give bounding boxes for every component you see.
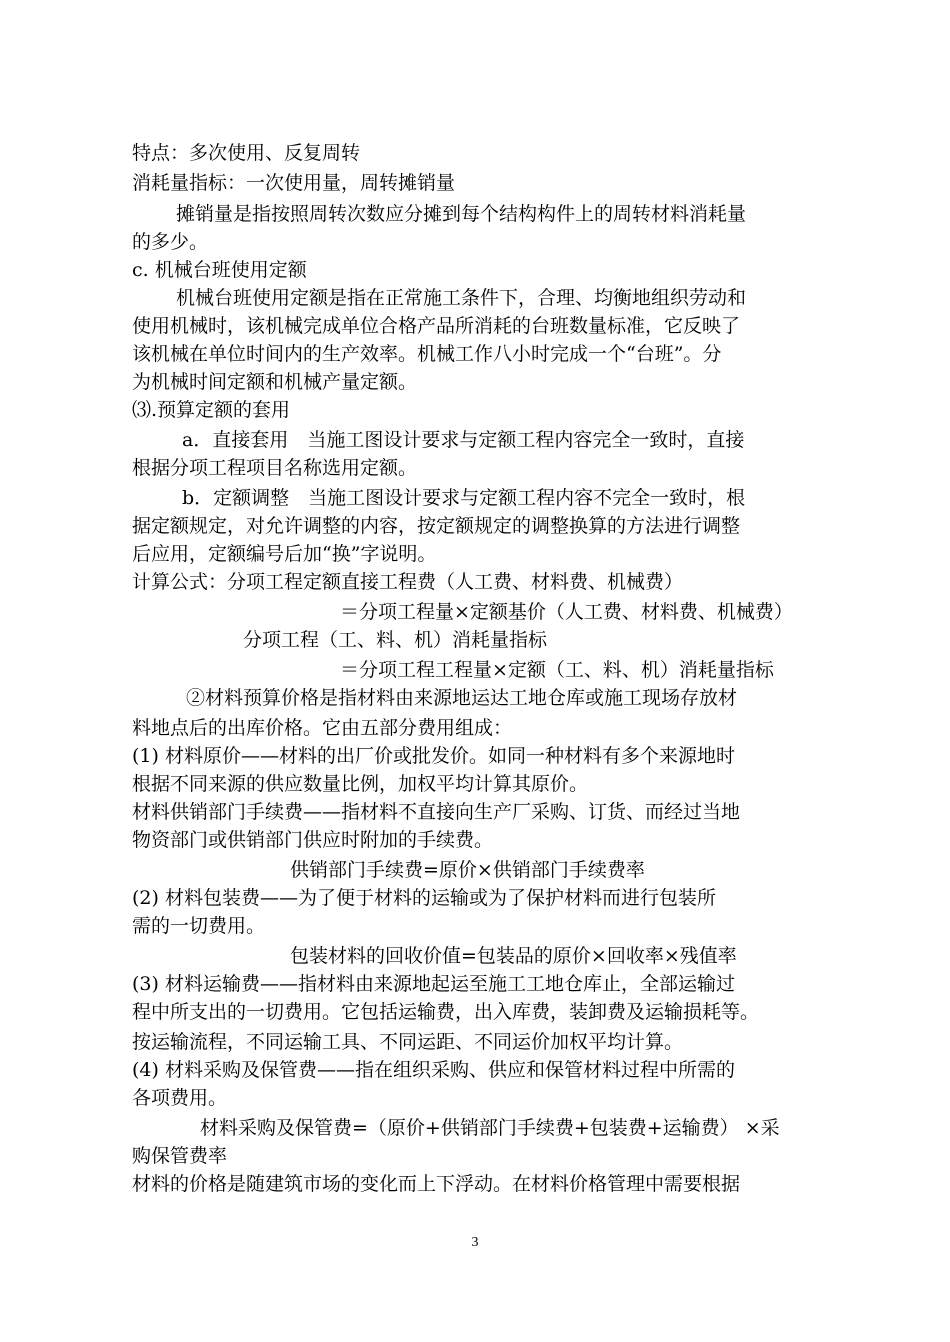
text-line: (4) 材料采购及保管费——指在组织采购、供应和保管材料过程中所需的 bbox=[132, 1059, 735, 1081]
text-line: 的多少。 bbox=[132, 231, 209, 253]
section-heading: c. 机械台班使用定额 bbox=[132, 259, 307, 281]
text-line: 特点：多次使用、反复周转 bbox=[132, 142, 361, 164]
text-line: 各项费用。 bbox=[132, 1087, 228, 1109]
formula-line: 计算公式：分项工程定额直接工程费（人工费、材料费、机械费） bbox=[132, 571, 684, 593]
text-line: 程中所支出的一切费用。它包括运输费，出入库费，装卸费及运输损耗等。 bbox=[132, 1001, 760, 1023]
text-line: 该机械在单位时间内的生产效率。机械工作八小时完成一个“台班”。分 bbox=[132, 343, 722, 365]
text-line: 按运输流程，不同运输工具、不同运距、不同运价加权平均计算。 bbox=[132, 1031, 684, 1053]
text-line: b．定额调整 当施工图设计要求与定额工程内容不完全一致时，根 bbox=[182, 487, 746, 509]
text-line: 机械台班使用定额是指在正常施工条件下，合理、均衡地组织劳动和 bbox=[176, 287, 747, 309]
text-line: (3) 材料运输费——指材料由来源地起运至施工工地仓库止，全部运输过 bbox=[132, 973, 735, 995]
text-line: 据定额规定，对允许调整的内容，按定额规定的调整换算的方法进行调整 bbox=[132, 515, 741, 537]
text-line: 根据不同来源的供应数量比例，加权平均计算其原价。 bbox=[132, 773, 589, 795]
text-line: (2) 材料包装费——为了便于材料的运输或为了保护材料而进行包装所 bbox=[132, 887, 716, 909]
text-line: 后应用，定额编号后加“换”字说明。 bbox=[132, 543, 437, 565]
formula-line: ＝分项工程量×定额基价（人工费、材料费、机械费） bbox=[340, 601, 793, 623]
page-number: 3 bbox=[471, 1235, 479, 1250]
formula-line: 分项工程（工、料、机）消耗量指标 bbox=[243, 629, 548, 651]
formula-line: 材料采购及保管费=（原价+供销部门手续费+包装费+运输费） ×采 bbox=[200, 1117, 780, 1139]
text-line: 摊销量是指按照周转次数应分摊到每个结构构件上的周转材料消耗量 bbox=[176, 203, 747, 225]
text-line: 为机械时间定额和机械产量定额。 bbox=[132, 371, 418, 393]
formula-line: 包装材料的回收价值=包装品的原价×回收率×残值率 bbox=[290, 945, 737, 967]
text-line: 材料的价格是随建筑市场的变化而上下浮动。在材料价格管理中需要根据 bbox=[132, 1173, 741, 1195]
text-line: 消耗量指标：一次使用量，周转摊销量 bbox=[132, 172, 456, 194]
text-line: (1) 材料原价——材料的出厂价或批发价。如同一种材料有多个来源地时 bbox=[132, 745, 735, 767]
text-line: ②材料预算价格是指材料由来源地运达工地仓库或施工现场存放材 bbox=[186, 687, 738, 709]
formula-line: ＝分项工程工程量×定额（工、料、机）消耗量指标 bbox=[340, 659, 774, 681]
text-line: 材料供销部门手续费——指材料不直接向生产厂采购、订货、而经过当地 bbox=[132, 801, 741, 823]
text-line: 使用机械时，该机械完成单位合格产品所消耗的台班数量标准，它反映了 bbox=[132, 315, 741, 337]
formula-line: 供销部门手续费=原价×供销部门手续费率 bbox=[290, 859, 645, 881]
text-line: 根据分项工程项目名称选用定额。 bbox=[132, 457, 418, 479]
text-line: a．直接套用 当施工图设计要求与定额工程内容完全一致时，直接 bbox=[182, 429, 745, 451]
text-line: 物资部门或供销部门供应时附加的手续费。 bbox=[132, 829, 494, 851]
text-line: 需的一切费用。 bbox=[132, 915, 266, 937]
section-heading: ⑶.预算定额的套用 bbox=[132, 399, 291, 421]
text-line: 料地点后的出库价格。它由五部分费用组成： bbox=[132, 717, 513, 739]
text-line: 购保管费率 bbox=[132, 1145, 228, 1167]
